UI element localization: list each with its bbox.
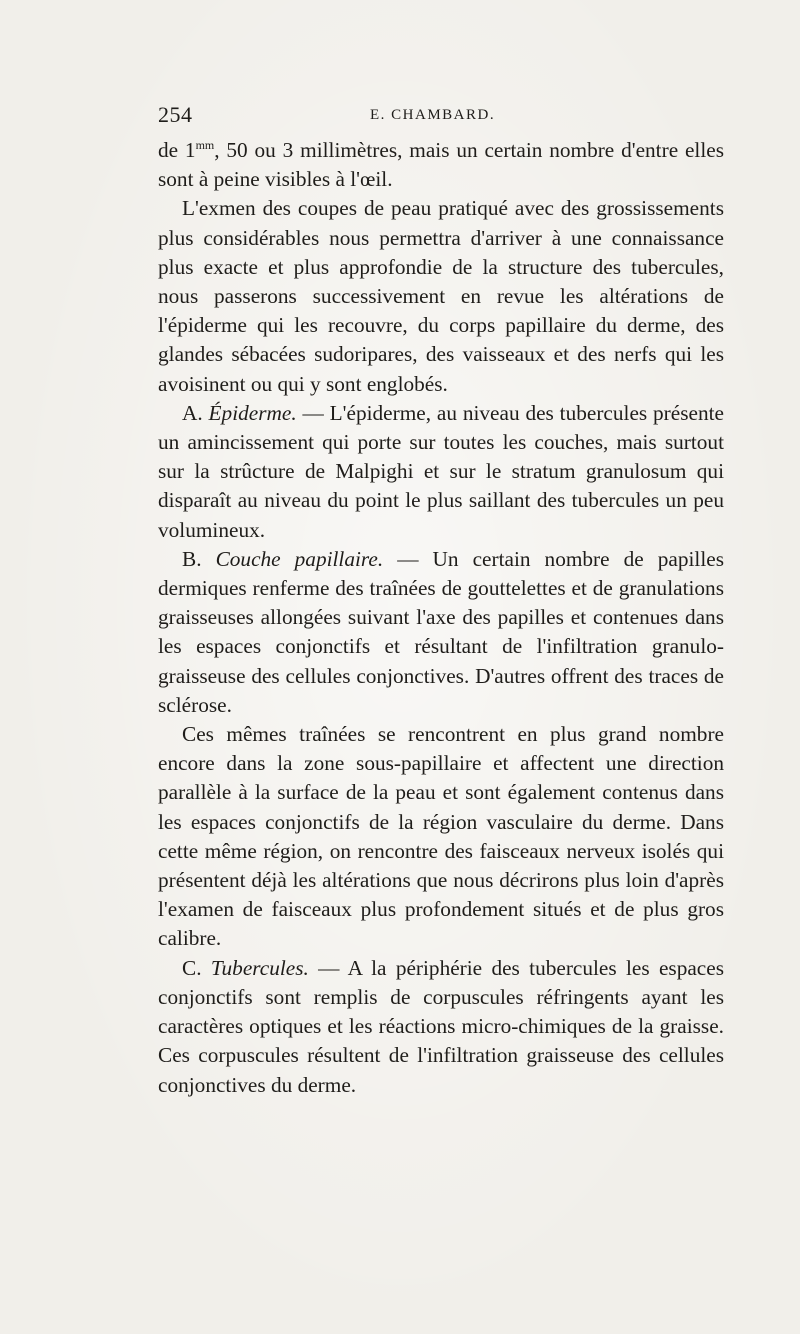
section-heading: Tubercules. <box>210 955 309 980</box>
section-text: — Un certain nombre de papilles dermiques renferme des traînées de gouttelettes et de granulations graisseuses allongées suivant l'axe des papilles et contenues dans les espaces conjonctifs et résultant de l'infiltration granulo-graisseuse des cellules conjonctives. D'autres offrent des traces de sclérose. <box>158 546 724 717</box>
section-text: — L'épiderme, au niveau des tubercules présente un amincissement qui porte sur toutes les couches, mais surtout sur la strûcture de Malpighi et sur le stratum granulosum qui disparaît au niveau du point le plus saillant des tubercules un peu volumineux. <box>158 400 724 542</box>
page-number: 254 <box>158 102 193 127</box>
unit-superscript: mm <box>195 137 215 152</box>
paragraph-introduction: L'exmen des coupes de peau pratiqué avec des grossissements plus considérables nous permettra d'arriver à une connaissance plus exacte et plus approfondie de la structure des tubercules, nous passerons successivement en revue les altérations de l'épiderme qui les recouvre, du corps papillaire du derme, des glandes sébacées sudoripares, des vaisseaux et des nerfs qui les avoisinent ou qui y sont englobés. <box>158 196 724 396</box>
section-heading: Couche papillaire. <box>215 546 384 571</box>
section-letter: A. <box>182 400 209 425</box>
section-text: — A la périphérie des tubercules les espaces conjonctifs sont remplis de corpuscules réfringents ayant les caractères optiques et les réactions micro-chimiques de la graisse. Ces corpuscules résultent de l'infiltration graisseuse des cellules conjonctives du derme. <box>158 955 724 1097</box>
paragraph-continuation: de $1^{mm}$, 50 ou 3 millimètres, mais un certain nombre d'entre elles sont à peine visibles à l'œil. <box>158 137 724 192</box>
section-heading: Épiderme. <box>208 400 297 425</box>
page-header <box>158 102 724 132</box>
section-epiderme <box>158 399 724 545</box>
section-letter: C. <box>182 955 211 980</box>
running-head: E. CHAMBARD. <box>370 107 496 123</box>
section-tubercules <box>158 954 724 1100</box>
body-text <box>158 136 724 1100</box>
section-couche-papillaire <box>158 545 724 720</box>
paragraph-sous-papillaire: Ces mêmes traînées se rencontrent en plus grand nombre encore dans la zone sous-papillaire et affectent une direction parallèle à la surface de la peau et sont également contenus dans les espaces conjonctifs de la région vasculaire du derme. Dans cette même région, on rencontre des faisceaux nerveux isolés qui présentent déjà les altérations que nous décrirons plus loin d'après l'examen de faisceaux plus profondement situés et de plus gros calibre. <box>158 722 724 951</box>
section-letter: B. <box>182 546 216 571</box>
